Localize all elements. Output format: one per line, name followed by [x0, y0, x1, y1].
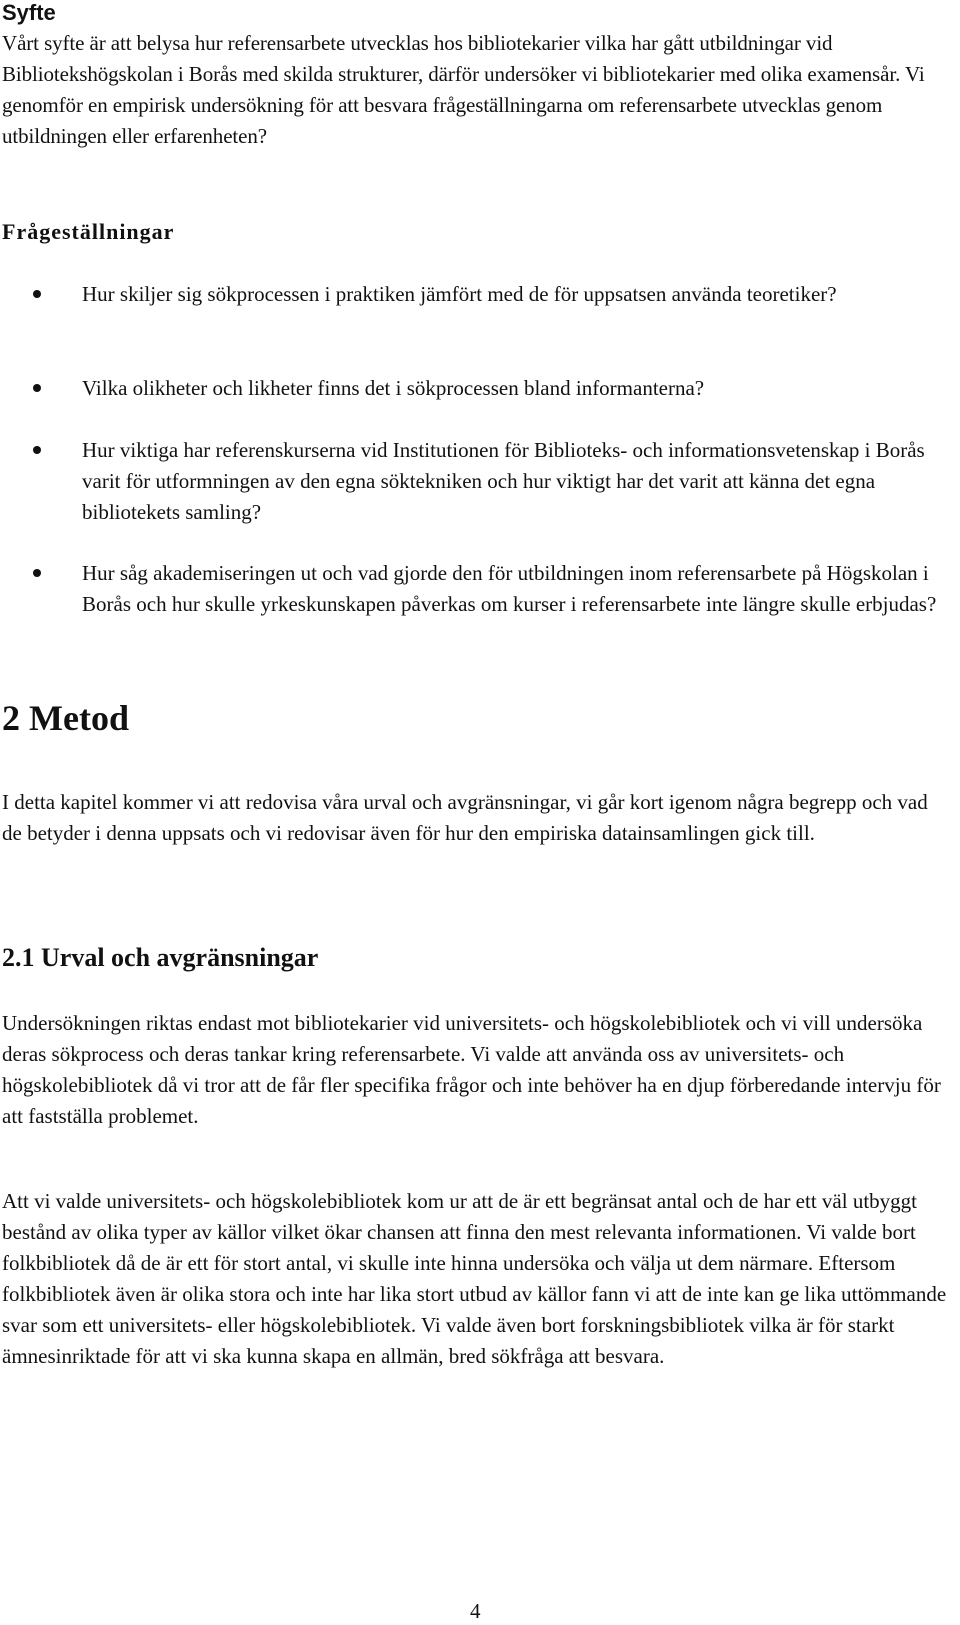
page-number: 4: [470, 1599, 481, 1623]
syfte-paragraph: Vårt syfte är att belysa hur referensarbete utvecklas hos bibliotekarier vilka har gått utbildningar vid Bibliotekshögskolan i Borås med skilda strukturer, därför undersöker vi bibliotekarier med olika examensår. Vi genomför en empirisk undersökning för att besvara frågeställningarna om referensarbete utvecklas genom utbildningen eller erfarenheten?: [2, 31, 925, 148]
list-item-text: Hur skiljer sig sökprocessen i praktiken jämfört med de för uppsatsen använda teoretiker?: [82, 282, 837, 306]
bullet-icon: [33, 384, 41, 392]
urval-heading: 2.1 Urval och avgränsningar: [2, 943, 319, 972]
bullet-icon: [33, 569, 41, 577]
urval-paragraph-2: Att vi valde universitets- och högskolebibliotek kom ur att de är ett begränsat antal och de har ett väl utbyggt bestånd av olika typer av källor vilket ökar chansen att finna den mest relevanta informationen. Vi valde bort folkbibliotek då de är ett för stort antal, vi skulle inte hinna undersöka och välja ut dem närmare. Eftersom folkbibliotek även är olika stora och inte har lika stort utbud av källor fann vi att de inte kan ge lika uttömmande svar som ett universitets- eller högskolebibliotek. Vi valde även bort forskningsbibliotek vilka är för starkt ämnesinriktade för att vi ska kunna skapa en allmän, bred sökfråga att besvara.: [2, 1189, 947, 1368]
list-item-text: Hur viktiga har referenskurserna vid Institutionen för Biblioteks- och informationsvetenskap i Borås varit för utformningen av den egna söktekniken och hur viktigt har det varit att känna det egna bibliotekets samling?: [82, 438, 925, 524]
syfte-heading: Syfte: [2, 0, 56, 25]
bullet-icon: [33, 446, 41, 454]
metod-paragraph: I detta kapitel kommer vi att redovisa våra urval och avgränsningar, vi går kort igenom några begrepp och vad de betyder i denna uppsats och vi redovisar även för hur den empiriska datainsamlingen gick till.: [2, 790, 928, 845]
fragestallningar-heading: Frågeställningar: [2, 219, 175, 244]
bullet-icon: [33, 290, 41, 298]
list-item-text: Hur såg akademiseringen ut och vad gjorde den för utbildningen inom referensarbete på Högskolan i Borås och hur skulle yrkeskunskapen påverkas om kurser i referensarbete inte längre skulle erbjudas?: [82, 561, 937, 616]
urval-paragraph-1: Undersökningen riktas endast mot bibliotekarier vid universitets- och högskolebibliotek och vi vill undersöka deras sökprocess och deras tankar kring referensarbete. Vi valde att använda oss av universitets- och högskolebibliotek då vi tror att de får fler specifika frågor och inte behöver ha en djup förberedande intervju för att fastställa problemet.: [2, 1011, 941, 1128]
metod-heading: 2 Metod: [2, 698, 129, 738]
list-item-text: Vilka olikheter och likheter finns det i sökprocessen bland informanterna?: [82, 376, 705, 400]
